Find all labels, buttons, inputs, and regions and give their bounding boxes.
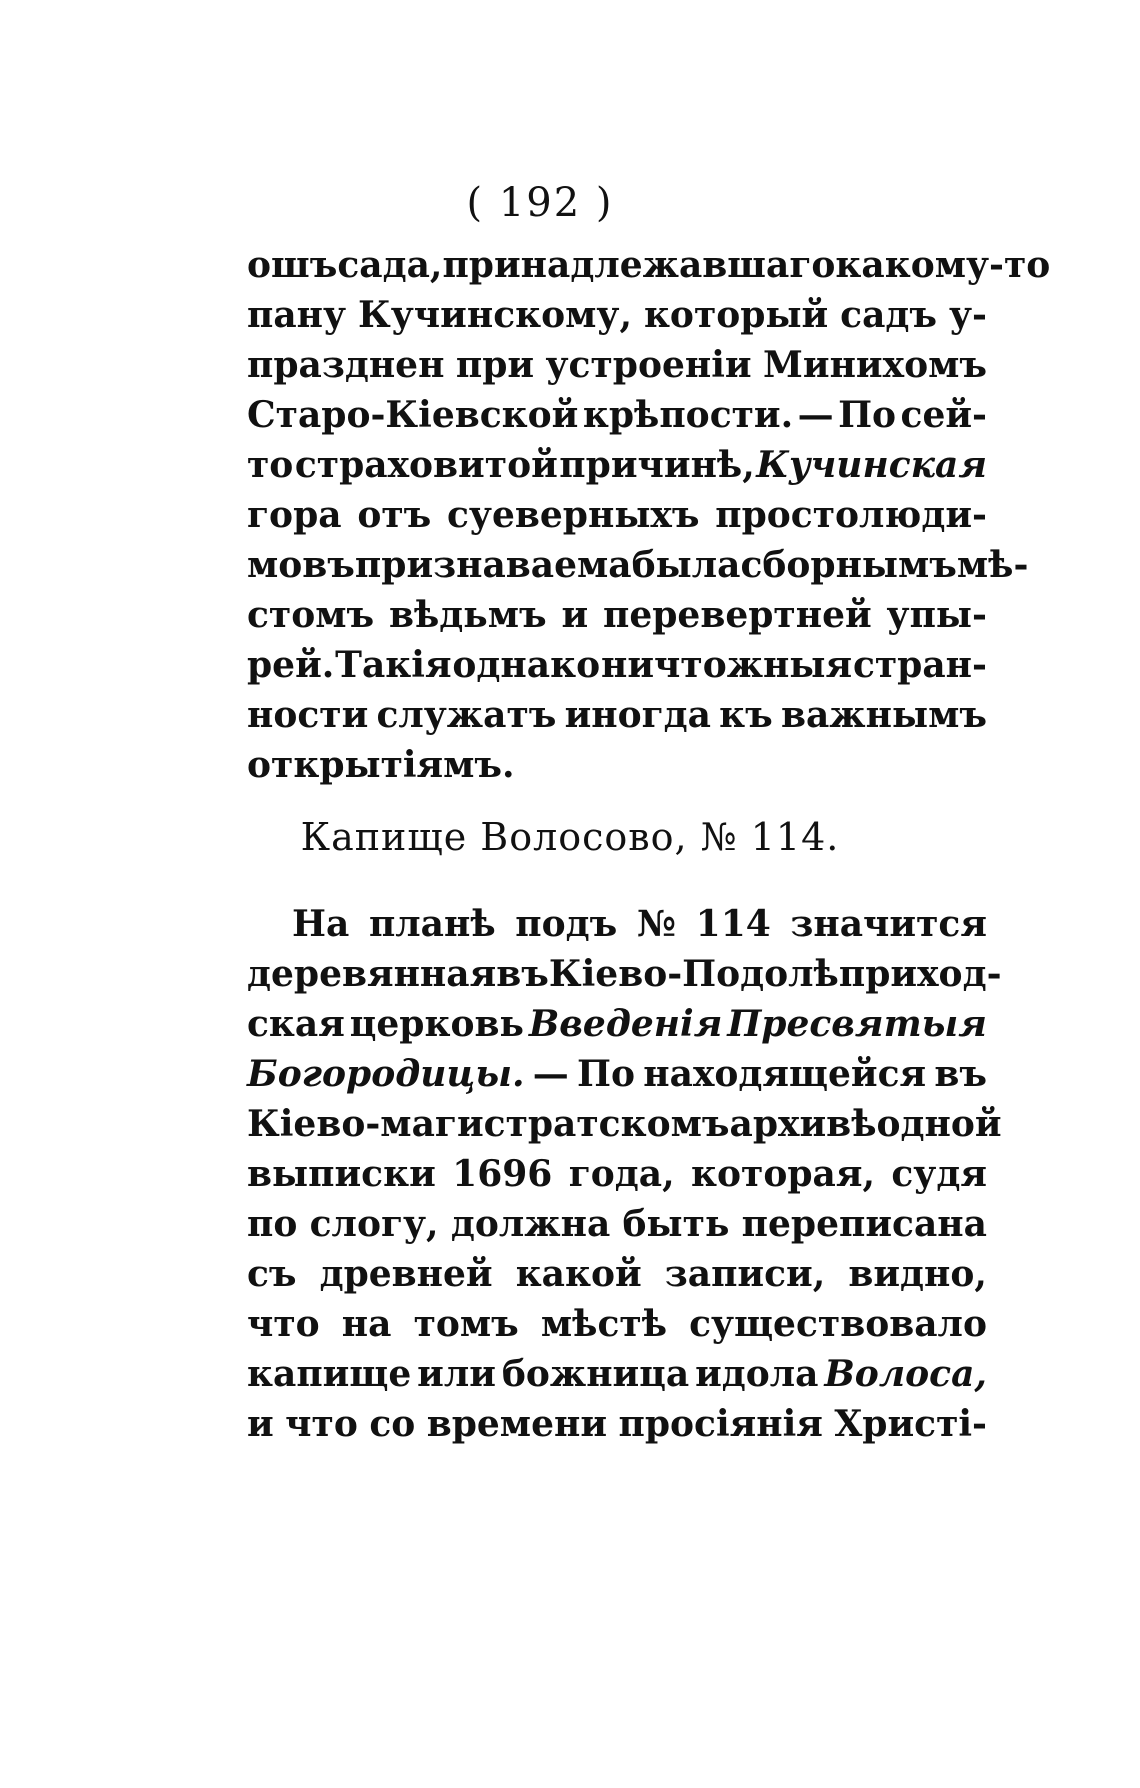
word: садъ <box>840 294 938 336</box>
text-line <box>247 340 987 390</box>
word: года, <box>568 1153 675 1195</box>
text-line <box>247 590 987 640</box>
word: ская <box>247 1003 345 1045</box>
word: который <box>643 294 829 336</box>
word: Минихомъ <box>763 344 987 386</box>
word: при <box>455 344 535 386</box>
word: На <box>292 903 350 945</box>
text-line <box>247 1199 987 1249</box>
word: къ <box>719 694 773 736</box>
word: находящейся <box>643 1053 927 1095</box>
word: въ <box>934 1053 987 1095</box>
word: однако <box>452 644 601 686</box>
word: ничтожныя <box>600 644 853 686</box>
word: упы- <box>886 594 987 636</box>
word: была <box>631 544 741 586</box>
word: быть <box>622 1203 730 1245</box>
word: божница <box>501 1353 690 1395</box>
word: отъ <box>357 494 432 536</box>
text-line <box>247 1099 1002 1149</box>
word: — <box>532 1053 569 1095</box>
word: со <box>369 1403 416 1445</box>
word: приход- <box>838 953 1002 995</box>
word: ошъ <box>247 244 338 286</box>
text-line <box>247 1249 987 1299</box>
word: идола <box>695 1353 819 1395</box>
text-line <box>247 690 987 740</box>
word: признаваема <box>354 544 632 586</box>
text-line <box>247 1349 987 1399</box>
word: деревянная <box>247 953 497 995</box>
word: мѣ- <box>956 544 1029 586</box>
word: церковь <box>349 1003 524 1045</box>
word: устроенiи <box>545 344 752 386</box>
text-line <box>247 290 987 340</box>
word: видно, <box>848 1253 987 1295</box>
word: Кiево-магистратскомъ <box>247 1103 730 1145</box>
word: сей- <box>900 394 987 436</box>
word: Такiя <box>335 644 452 686</box>
word: крѣпости. <box>582 394 794 436</box>
word: Введенiя <box>528 1003 723 1045</box>
text-line <box>247 740 987 790</box>
word: 1696 <box>452 1153 553 1195</box>
text-line <box>247 240 1051 290</box>
text-line <box>247 949 1002 999</box>
word: въ <box>496 953 549 995</box>
word: просiянiя <box>618 1403 823 1445</box>
word: записи, <box>664 1253 826 1295</box>
word: переписана <box>741 1203 987 1245</box>
word: должна <box>450 1203 611 1245</box>
word: что <box>285 1403 358 1445</box>
word: планѣ <box>368 903 496 945</box>
word: какому-то <box>835 244 1051 286</box>
word: открытiямъ. <box>247 744 515 786</box>
word: времени <box>426 1403 608 1445</box>
text-line <box>247 1399 987 1449</box>
text-line <box>247 1299 987 1349</box>
word: № <box>636 903 677 945</box>
paragraph-2 <box>247 899 1002 1449</box>
text-line <box>247 640 987 690</box>
text-line <box>247 540 1029 590</box>
word: мовъ <box>247 544 355 586</box>
word: у- <box>948 294 987 336</box>
text-line <box>247 440 987 490</box>
word: По <box>838 394 897 436</box>
word: существовало <box>689 1303 987 1345</box>
word: перевертней <box>603 594 872 636</box>
section-heading: Капище Волосово, № 114. <box>300 815 840 859</box>
word: иногда <box>564 694 712 736</box>
word: пану <box>247 294 347 336</box>
word: Христi- <box>834 1403 987 1445</box>
word: причинѣ, <box>559 444 755 486</box>
word: служатъ <box>376 694 557 736</box>
word: архивѣ <box>729 1103 877 1145</box>
word: выписки <box>247 1153 436 1195</box>
word: рей. <box>247 644 335 686</box>
word: гора <box>247 494 342 536</box>
word: что <box>247 1303 320 1345</box>
word: по <box>247 1203 298 1245</box>
word: сборнымъ <box>740 544 957 586</box>
word: — <box>797 394 834 436</box>
word: празднен <box>247 344 445 386</box>
word: Кiево-Подолѣ <box>548 953 839 995</box>
word: на <box>341 1303 392 1345</box>
word: Кучинская <box>756 444 987 486</box>
word: какой <box>515 1253 642 1295</box>
word: Богородицы. <box>247 1053 525 1095</box>
text-line <box>247 490 987 540</box>
word: и <box>247 1403 274 1445</box>
word: древней <box>319 1253 493 1295</box>
text-line <box>247 899 987 949</box>
word: вѣдьмъ <box>388 594 547 636</box>
word: подъ <box>515 903 618 945</box>
word: значится <box>790 903 987 945</box>
word: капище <box>247 1353 412 1395</box>
word: и <box>561 594 589 636</box>
word: которая, <box>691 1153 876 1195</box>
text-line <box>247 390 987 440</box>
word: слогу, <box>309 1203 439 1245</box>
paragraph-1 <box>247 240 1051 790</box>
word: судя <box>891 1153 987 1195</box>
word: принадлежавшаго <box>442 244 836 286</box>
text-line <box>247 1149 987 1199</box>
word: Волоса, <box>824 1353 987 1395</box>
text-line <box>247 1049 987 1099</box>
word: стомъ <box>247 594 375 636</box>
word: важнымъ <box>780 694 987 736</box>
word: сада, <box>337 244 443 286</box>
word: то <box>247 444 294 486</box>
word: По <box>577 1053 636 1095</box>
page-number: ( 192 ) <box>466 180 614 226</box>
word: или <box>417 1353 496 1395</box>
word: мѣстѣ <box>540 1303 668 1345</box>
word: Старо-Кiевской <box>247 394 579 436</box>
text-line <box>247 999 987 1049</box>
word: страховитой <box>294 444 558 486</box>
word: 114 <box>695 903 771 945</box>
word: суеверныхъ <box>447 494 700 536</box>
word: съ <box>247 1253 297 1295</box>
word: стран- <box>852 644 987 686</box>
word: простолюди- <box>715 494 987 536</box>
word: Кучинскому, <box>358 294 632 336</box>
word: ности <box>247 694 369 736</box>
word: томъ <box>413 1303 519 1345</box>
word: Пресвятыя <box>727 1003 987 1045</box>
word: одной <box>876 1103 1002 1145</box>
